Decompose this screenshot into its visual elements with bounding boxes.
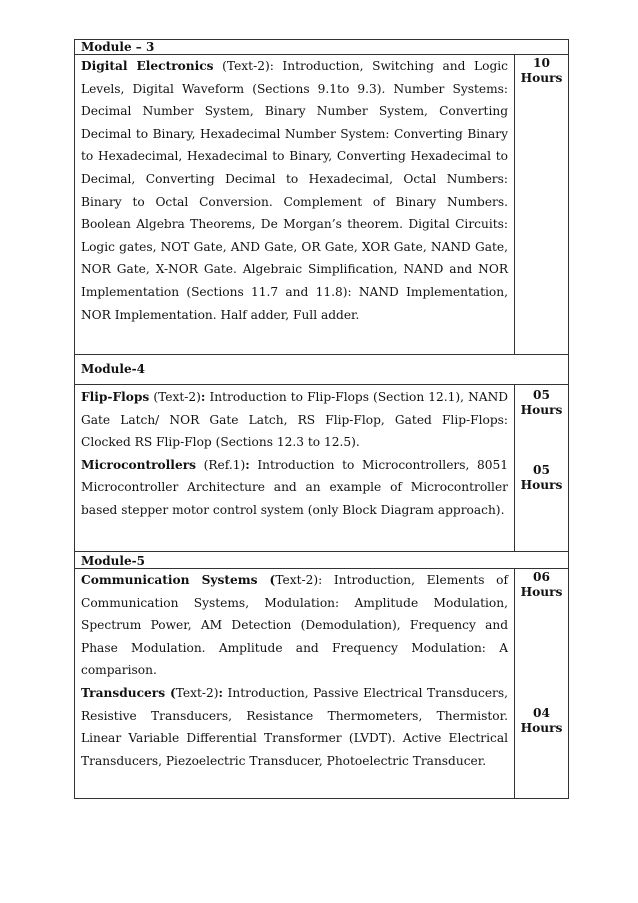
flip-flops-hours-label: Hours [520, 403, 563, 417]
syllabus-table [74, 39, 569, 799]
microcontrollers-source: (Ref.1) [195, 457, 246, 472]
module-4-content-row [75, 385, 569, 552]
transducers-text: Introduction, Passive Electrical Transducers, Resistive Transducers, Resistance Thermometers, Thermistor. Linear Variable Differential Transformer (LVDT). Active Electrical Transducers, Piezoelectric Transducer, Photoelectric Transducer. [81, 685, 509, 768]
microcontrollers-paragraph [81, 454, 508, 522]
transducers-hours [515, 706, 568, 736]
transducers-hours-label: Hours [520, 721, 563, 735]
module-4-description [75, 385, 515, 551]
flip-flops-hours-number: 05 [533, 388, 550, 402]
module-3-hours-label: Hours [520, 71, 563, 85]
flip-flops-colon: : [200, 390, 206, 404]
module-3-header [75, 40, 569, 55]
microcontrollers-colon: : [245, 457, 250, 472]
transducers-heading: Transducers [81, 685, 166, 700]
microcontrollers-heading: Microcontrollers [81, 457, 196, 472]
module-5-content-row [75, 569, 569, 799]
module-4-title: Module-4 [81, 362, 145, 376]
module-5-header [75, 552, 569, 569]
digital-electronics-heading: Digital Electronics [81, 59, 214, 73]
module-3-hours-number: 10 [533, 56, 550, 70]
module-5-description [75, 569, 515, 798]
communication-systems-text: Text-2): Introduction, Elements of Communication Systems, Modulation: Amplitude Modulation, Spectrum Power, AM Detection (Demodulation), Frequency and Phase Modulation. Amplitude and Frequency Modulation: A comparison. [81, 573, 509, 678]
communication-systems-heading: Communication Systems [81, 573, 258, 587]
module-5-hours-cell [515, 569, 568, 798]
transducers-source: Text-2) [175, 685, 219, 700]
transducers-hours-number: 04 [533, 706, 550, 720]
communication-systems-hours [515, 570, 568, 600]
flip-flops-paragraph [81, 386, 508, 454]
transducers-colon: : [218, 685, 224, 700]
module-5-title: Module-5 [81, 554, 145, 568]
flip-flops-source: (Text-2) [149, 390, 201, 404]
microcontrollers-text: Introduction to Microcontrollers, 8051 Microcontroller Architecture and an example of Microcontroller based stepper motor control system (only Block Diagram approach). [81, 457, 508, 517]
microcontrollers-hours [515, 463, 568, 493]
flip-flops-heading: Flip-Flops [81, 390, 150, 404]
microcontrollers-hours-label: Hours [520, 478, 563, 492]
module-4-header [75, 355, 569, 385]
flip-flops-text: Introduction to Flip-Flops (Section 12.1), NAND Gate Latch/ NOR Gate Latch, RS Flip-Flop, Gated Flip-Flops: Clocked RS Flip-Flop (Sections 12.3 to 12.5). [81, 390, 509, 450]
module-3-description [75, 55, 515, 354]
module-3-hours-cell [515, 55, 568, 354]
flip-flops-hours [515, 388, 568, 418]
digital-electronics-paragraph [81, 55, 508, 326]
microcontrollers-hours-number: 05 [533, 463, 550, 477]
transducers-paragraph [81, 682, 508, 772]
module-3-hours [515, 56, 568, 86]
communication-systems-hours-label: Hours [520, 585, 563, 599]
communication-systems-hours-number: 06 [533, 570, 550, 584]
module-3-title: Module – 3 [81, 40, 155, 54]
communication-systems-paragraph [81, 569, 508, 682]
module-3-content-row [75, 55, 569, 355]
transducers-paren: ( [165, 685, 176, 700]
digital-electronics-text: (Text-2): Introduction, Switching and Logic Levels, Digital Waveform (Sections 9.1to 9.3). Number Systems: Decimal Number System, Binary Number System, Converting Decimal to Binary, Hexadecimal Number System: Converting Binary to Hexadecimal, Hexadecimal to Binary, Converting Hexadecimal to Decimal, Converting Decimal to Hexadecimal, Octal Numbers: Binary to Octal Conversion. Complement of Binary Numbers. Boolean Algebra Theorems, De Morgan’s theorem. Digital Circuits: Logic gates, NOT Gate, AND Gate, OR Gate, XOR Gate, NAND Gate, NOR Gate, X-NOR Gate. Algebraic Simplification, NAND and NOR Implementation (Sections 11.7 and 11.8): NAND Implementation, NOR Implementation. Half adder, Full adder. [81, 59, 508, 322]
communication-systems-paren: ( [257, 573, 276, 587]
module-4-hours-cell [515, 385, 568, 551]
